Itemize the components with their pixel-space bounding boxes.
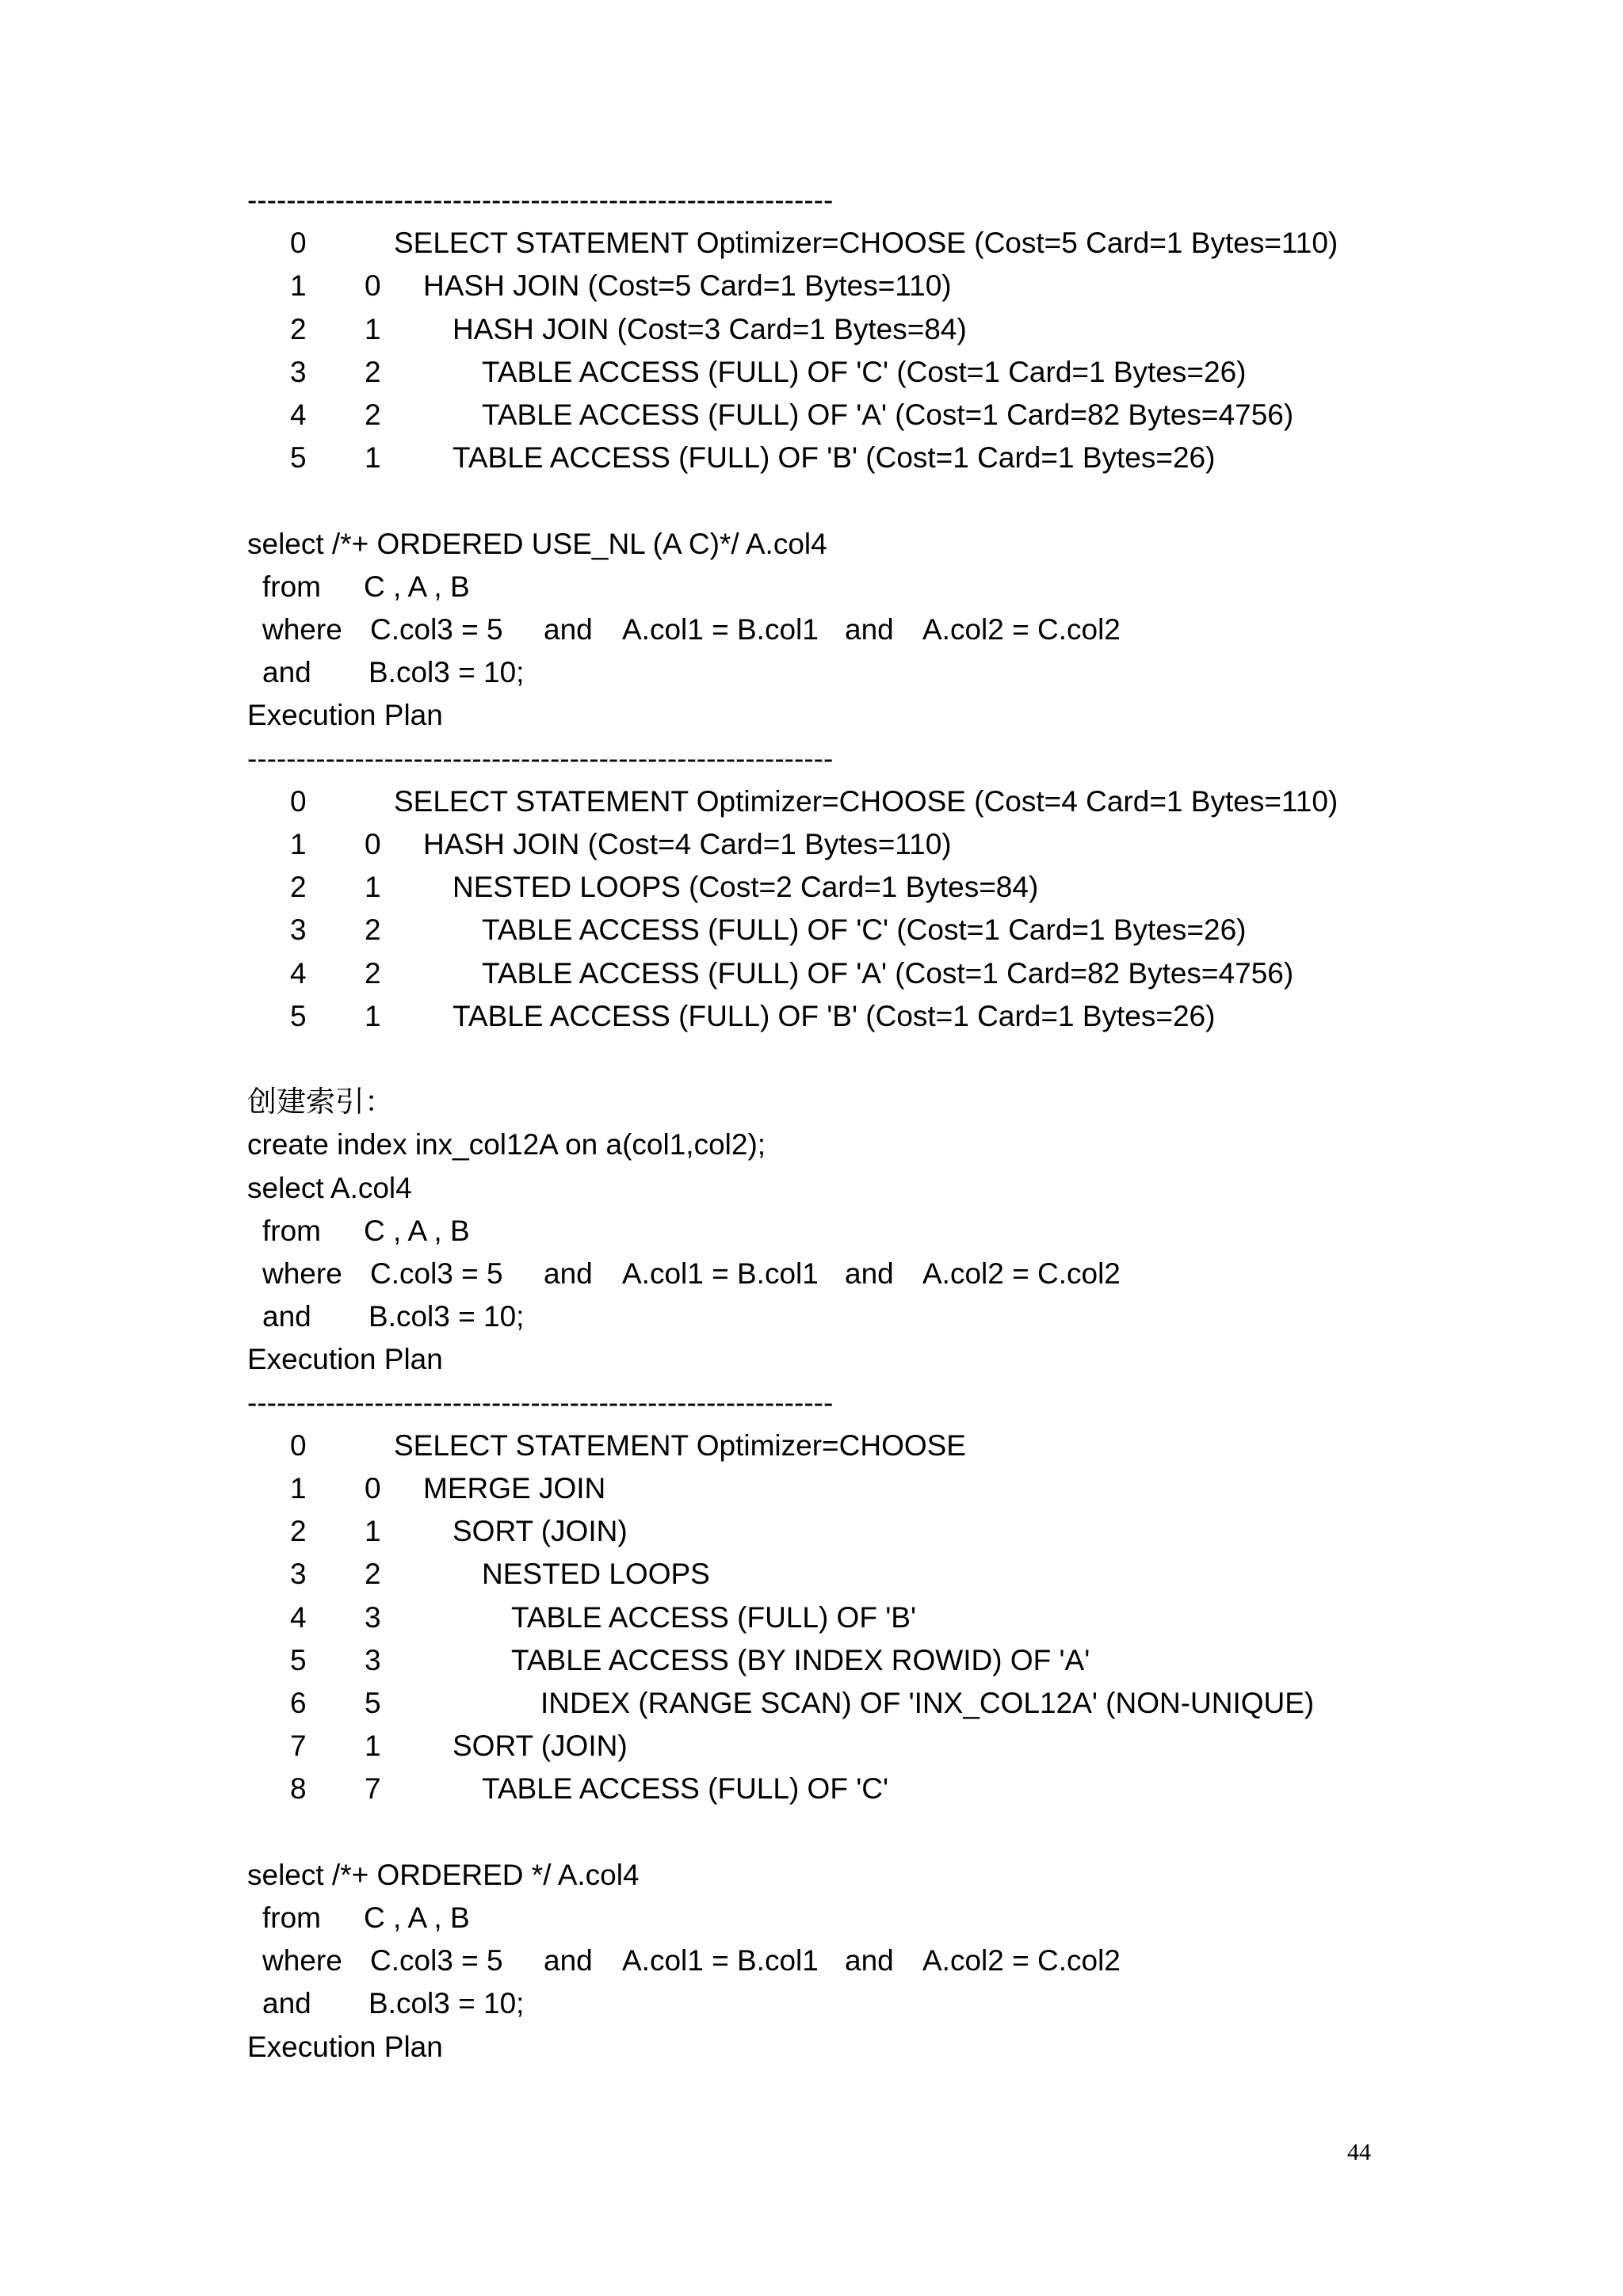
line-text: select /*+ ORDERED USE_NL (A C)*/ A.col4 (247, 527, 827, 560)
sql-condition: A.col1 = B.col1 (622, 1257, 819, 1290)
plan-step-id: 7 (290, 1730, 307, 1763)
separator-line (0, 738, 1623, 780)
sql-keyword: and (845, 1257, 894, 1290)
plan-parent-id: 7 (365, 1772, 381, 1806)
plan-operation: SELECT STATEMENT Optimizer=CHOOSE (394, 1428, 966, 1462)
text-line (0, 1338, 1623, 1381)
plan-row (0, 1596, 1623, 1639)
sql-keyword: where (262, 613, 342, 646)
sql-where-line (0, 1939, 1623, 1982)
separator-line (0, 1382, 1623, 1425)
plan-step-id: 3 (290, 913, 307, 947)
sql-condition: C.col3 = 5 (370, 1944, 503, 1978)
sql-from-tables: C , A , B (364, 1214, 470, 1247)
plan-row (0, 222, 1623, 265)
plan-step-id: 0 (290, 1428, 307, 1462)
plan-row (0, 308, 1623, 351)
plan-operation: SORT (JOIN) (453, 1515, 628, 1548)
plan-operation: TABLE ACCESS (FULL) OF 'A' (Cost=1 Card=82 Bytes=4756) (482, 399, 1294, 431)
plan-operation: MERGE JOIN (423, 1472, 606, 1505)
plan-parent-id: 1 (365, 1515, 381, 1548)
plan-row (0, 265, 1623, 307)
sql-keyword: and (845, 613, 894, 646)
sql-from-line (0, 1210, 1623, 1253)
plan-operation: NESTED LOOPS (482, 1558, 710, 1591)
plan-operation: NESTED LOOPS (Cost=2 Card=1 Bytes=84) (453, 871, 1039, 904)
plan-step-id: 1 (290, 269, 307, 303)
plan-operation: TABLE ACCESS (FULL) OF 'B' (Cost=1 Card=1 Bytes=26) (453, 999, 1216, 1032)
plan-parent-id: 5 (365, 1687, 381, 1719)
plan-parent-id: 2 (365, 956, 381, 990)
plan-parent-id: 2 (365, 1558, 381, 1591)
separator-line (0, 179, 1623, 222)
plan-operation: SORT (JOIN) (453, 1730, 628, 1763)
plan-operation: TABLE ACCESS (FULL) OF 'B' (Cost=1 Card=1 Bytes=26) (453, 441, 1216, 475)
plan-operation: TABLE ACCESS (FULL) OF 'C' (Cost=1 Card=1 Bytes=26) (482, 913, 1247, 947)
plan-row (0, 995, 1623, 1038)
sql-condition: C.col3 = 5 (370, 1257, 503, 1290)
sql-keyword: from (262, 1901, 321, 1934)
blank-line (0, 1038, 1623, 1081)
plan-step-id: 8 (290, 1772, 307, 1806)
sql-keyword: from (262, 570, 321, 603)
plan-row (0, 909, 1623, 952)
text-line (0, 523, 1623, 566)
plan-row (0, 780, 1623, 823)
plan-parent-id: 2 (365, 355, 381, 388)
plan-parent-id: 1 (365, 1730, 381, 1763)
sql-condition: A.col2 = C.col2 (922, 1257, 1121, 1290)
sql-keyword: where (262, 1944, 342, 1978)
blank-line (0, 1811, 1623, 1854)
plan-row (0, 437, 1623, 479)
plan-step-id: 6 (290, 1687, 307, 1719)
plan-parent-id: 1 (365, 999, 381, 1032)
plan-step-id: 4 (290, 956, 307, 990)
sql-where-line (0, 1253, 1623, 1295)
plan-step-id: 3 (290, 355, 307, 388)
separator-text: ------------------------------------------------------------ (247, 742, 834, 775)
plan-step-id: 0 (290, 784, 307, 818)
plan-row (0, 866, 1623, 909)
line-text: Execution Plan (247, 699, 443, 732)
plan-step-id: 5 (290, 441, 307, 475)
sql-keyword: and (262, 1300, 311, 1333)
separator-text: ------------------------------------------------------------ (247, 184, 834, 216)
sql-where-line (0, 608, 1623, 651)
plan-parent-id: 2 (365, 913, 381, 947)
plan-step-id: 1 (290, 828, 307, 860)
plan-row (0, 1725, 1623, 1768)
sql-from-tables: C , A , B (364, 1901, 470, 1934)
page-number: 44 (1347, 2139, 1371, 2165)
sql-keyword: and (544, 1257, 593, 1290)
sql-keyword: and (845, 1944, 894, 1978)
plan-operation: TABLE ACCESS (FULL) OF 'B' (511, 1600, 917, 1634)
plan-parent-id: 0 (365, 1472, 381, 1505)
sql-and-line (0, 1295, 1623, 1338)
plan-row (0, 1639, 1623, 1682)
plan-operation: TABLE ACCESS (FULL) OF 'C' (482, 1772, 889, 1806)
plan-operation: SELECT STATEMENT Optimizer=CHOOSE (Cost=5 Card=1 Bytes=110) (394, 227, 1338, 260)
plan-step-id: 5 (290, 999, 307, 1032)
plan-step-id: 1 (290, 1472, 307, 1505)
plan-step-id: 5 (290, 1643, 307, 1676)
plan-operation: HASH JOIN (Cost=3 Card=1 Bytes=84) (453, 312, 967, 345)
text-line (0, 1167, 1623, 1210)
sql-condition: B.col3 = 10; (369, 1300, 525, 1333)
text-line (0, 1123, 1623, 1166)
plan-step-id: 2 (290, 871, 307, 904)
plan-parent-id: 0 (365, 828, 381, 860)
plan-row (0, 394, 1623, 437)
text-line (0, 1081, 1623, 1123)
plan-row (0, 1425, 1623, 1467)
text-line (0, 694, 1623, 737)
blank-line (0, 479, 1623, 522)
sql-keyword: where (262, 1257, 342, 1290)
plan-parent-id: 1 (365, 871, 381, 904)
plan-operation: INDEX (RANGE SCAN) OF 'INX_COL12A' (NON-UNIQUE) (540, 1687, 1315, 1719)
plan-operation: TABLE ACCESS (FULL) OF 'C' (Cost=1 Card=1 Bytes=26) (482, 355, 1247, 388)
plan-step-id: 2 (290, 312, 307, 345)
plan-parent-id: 2 (365, 399, 381, 431)
text-line (0, 2026, 1623, 2069)
plan-parent-id: 0 (365, 269, 381, 303)
plan-operation: HASH JOIN (Cost=4 Card=1 Bytes=110) (423, 828, 952, 860)
plan-row (0, 1682, 1623, 1725)
sql-from-line (0, 1897, 1623, 1939)
sql-condition: B.col3 = 10; (369, 656, 525, 689)
line-text: select A.col4 (247, 1171, 412, 1204)
sql-from-tables: C , A , B (364, 570, 470, 603)
sql-keyword: and (262, 1987, 311, 2020)
sql-condition: A.col1 = B.col1 (622, 613, 819, 646)
line-text: 创建索引： (247, 1085, 394, 1119)
plan-row (0, 351, 1623, 394)
plan-step-id: 3 (290, 1558, 307, 1591)
plan-operation: TABLE ACCESS (FULL) OF 'A' (Cost=1 Card=82 Bytes=4756) (482, 956, 1294, 990)
plan-step-id: 4 (290, 1600, 307, 1634)
separator-text: ------------------------------------------------------------ (247, 1386, 834, 1419)
plan-operation: SELECT STATEMENT Optimizer=CHOOSE (Cost=4 Card=1 Bytes=110) (394, 784, 1338, 818)
sql-condition: A.col2 = C.col2 (922, 1944, 1121, 1978)
text-line (0, 1854, 1623, 1897)
sql-and-line (0, 651, 1623, 694)
plan-row (0, 1510, 1623, 1553)
plan-step-id: 2 (290, 1515, 307, 1548)
sql-keyword: and (544, 1944, 593, 1978)
plan-parent-id: 3 (365, 1643, 381, 1676)
line-text: Execution Plan (247, 1343, 443, 1376)
plan-parent-id: 1 (365, 312, 381, 345)
line-text: select /*+ ORDERED */ A.col4 (247, 1858, 640, 1891)
line-text: Execution Plan (247, 2030, 443, 2063)
plan-parent-id: 3 (365, 1600, 381, 1634)
plan-row (0, 1553, 1623, 1596)
plan-step-id: 4 (290, 399, 307, 431)
sql-keyword: from (262, 1214, 321, 1247)
plan-row (0, 1467, 1623, 1510)
sql-condition: A.col1 = B.col1 (622, 1944, 819, 1978)
plan-row (0, 823, 1623, 866)
sql-and-line (0, 1982, 1623, 2025)
plan-step-id: 0 (290, 227, 307, 260)
plan-parent-id: 1 (365, 441, 381, 475)
plan-row (0, 1768, 1623, 1810)
sql-condition: A.col2 = C.col2 (922, 613, 1121, 646)
line-text: create index inx_col12A on a(col1,col2); (247, 1128, 766, 1161)
sql-from-line (0, 566, 1623, 608)
sql-condition: B.col3 = 10; (369, 1987, 525, 2020)
plan-operation: TABLE ACCESS (BY INDEX ROWID) OF 'A' (511, 1643, 1090, 1676)
sql-keyword: and (544, 613, 593, 646)
sql-condition: C.col3 = 5 (370, 613, 503, 646)
plan-row (0, 952, 1623, 995)
plan-operation: HASH JOIN (Cost=5 Card=1 Bytes=110) (423, 269, 952, 303)
sql-keyword: and (262, 656, 311, 689)
